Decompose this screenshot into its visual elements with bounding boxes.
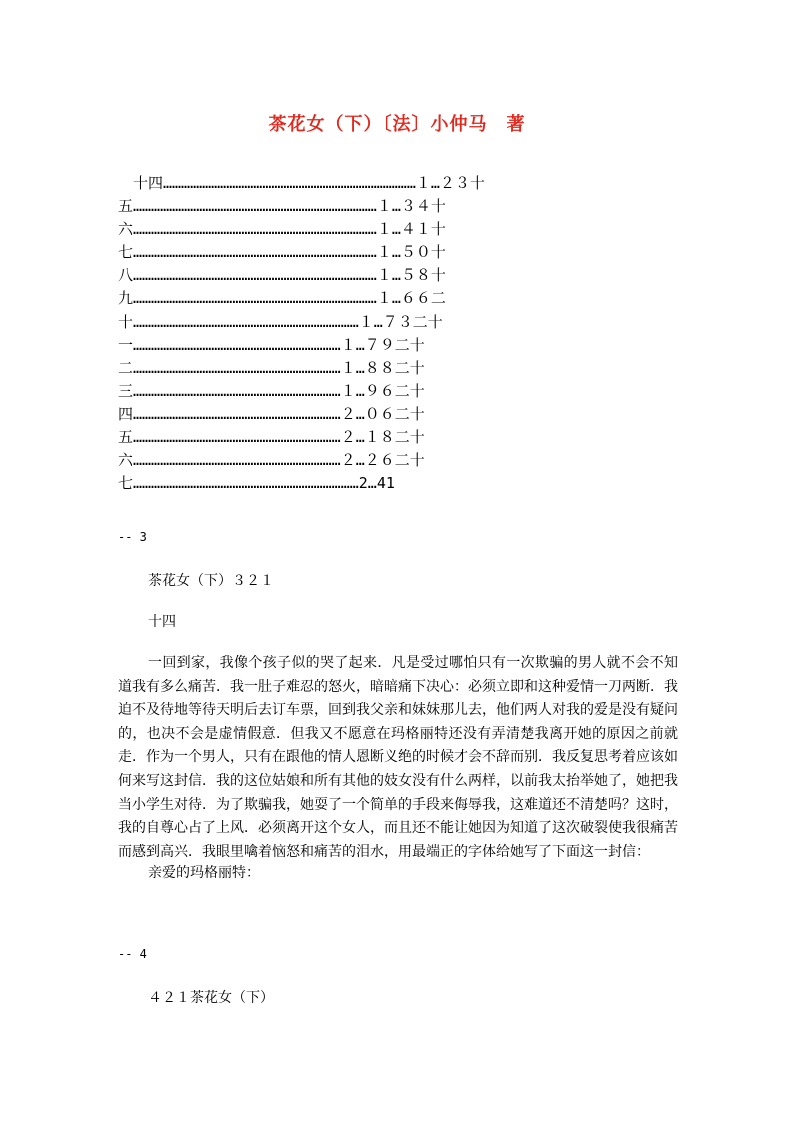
toc-line: 一……………………………………………………………１…７９二十: [118, 335, 425, 354]
letter-salutation: 亲爱的玛格丽特：: [148, 865, 260, 881]
toc-line: 三……………………………………………………………１…９６二十: [118, 381, 425, 400]
toc-line: 六……………………………………………………………２…２６二十: [118, 451, 425, 470]
toc-line: 七…………………………………………………………………2…41: [118, 474, 395, 493]
table-of-contents: [118, 172, 684, 495]
toc-line: 十…………………………………………………………………１…７３二十: [118, 312, 443, 331]
toc-line: 七………………………………………………………………………１…５０十: [118, 243, 446, 262]
toc-line: 九………………………………………………………………………１…６６二: [118, 289, 446, 308]
toc-line: 五……………………………………………………………２…１８二十: [118, 428, 425, 447]
toc-line: 五………………………………………………………………………１…３４十: [118, 197, 446, 216]
running-header: ４２１茶花女（下）: [148, 990, 274, 1006]
toc-line: 二……………………………………………………………１…８８二十: [118, 358, 425, 377]
toc-line: 六………………………………………………………………………１…４１十: [118, 220, 446, 239]
document-title: 茶花女（下）〔法〕小仲马 著: [268, 114, 526, 135]
chapter-heading: 十四: [148, 614, 176, 630]
toc-line: 四……………………………………………………………２…０６二十: [118, 404, 425, 423]
body-paragraph: 一回到家，我像个孩子似的哭了起来．凡是受过哪怕只有一次欺骗的男人就不会不知道我有多么痛苦．我一肚子难忍的怒火，暗暗痛下决心：必须立即和这种爱情一刀两断．我迫不及待地等待天明后去订车票，回到我父亲和妹妹那儿去，他们两人对我的爱是没有疑问的，也决不会是虚情假意．但我又不愿意在玛格丽特还没有弄清楚我离开她的原因之前就走．作为一个男人，只有在跟他的情人恩断义绝的时候才会不辞而别．我反复思考着应该如何来写这封信．我的这位姑娘和所有其他的妓女没有什么两样，以前我太抬举她了，她把我当小学生对待．为了欺骗我，她耍了一个简单的手段来侮辱我，这难道还不清楚吗？这时，我的自尊心占了上风．必须离开这个女人，而且还不能让她因为知道了这次破裂使我很痛苦而感到高兴．我眼里噙着恼怒和痛苦的泪水，用最端正的字体给她写了下面这一封信：: [118, 655, 678, 860]
running-header: 茶花女（下）３２１: [148, 573, 274, 589]
page-marker: -- 4: [118, 947, 147, 961]
page-marker: -- 3: [118, 530, 147, 544]
toc-line: 八………………………………………………………………………１…５８十: [118, 266, 446, 285]
toc-line: 十四…………………………………………………………………………１…２３十: [118, 174, 485, 192]
